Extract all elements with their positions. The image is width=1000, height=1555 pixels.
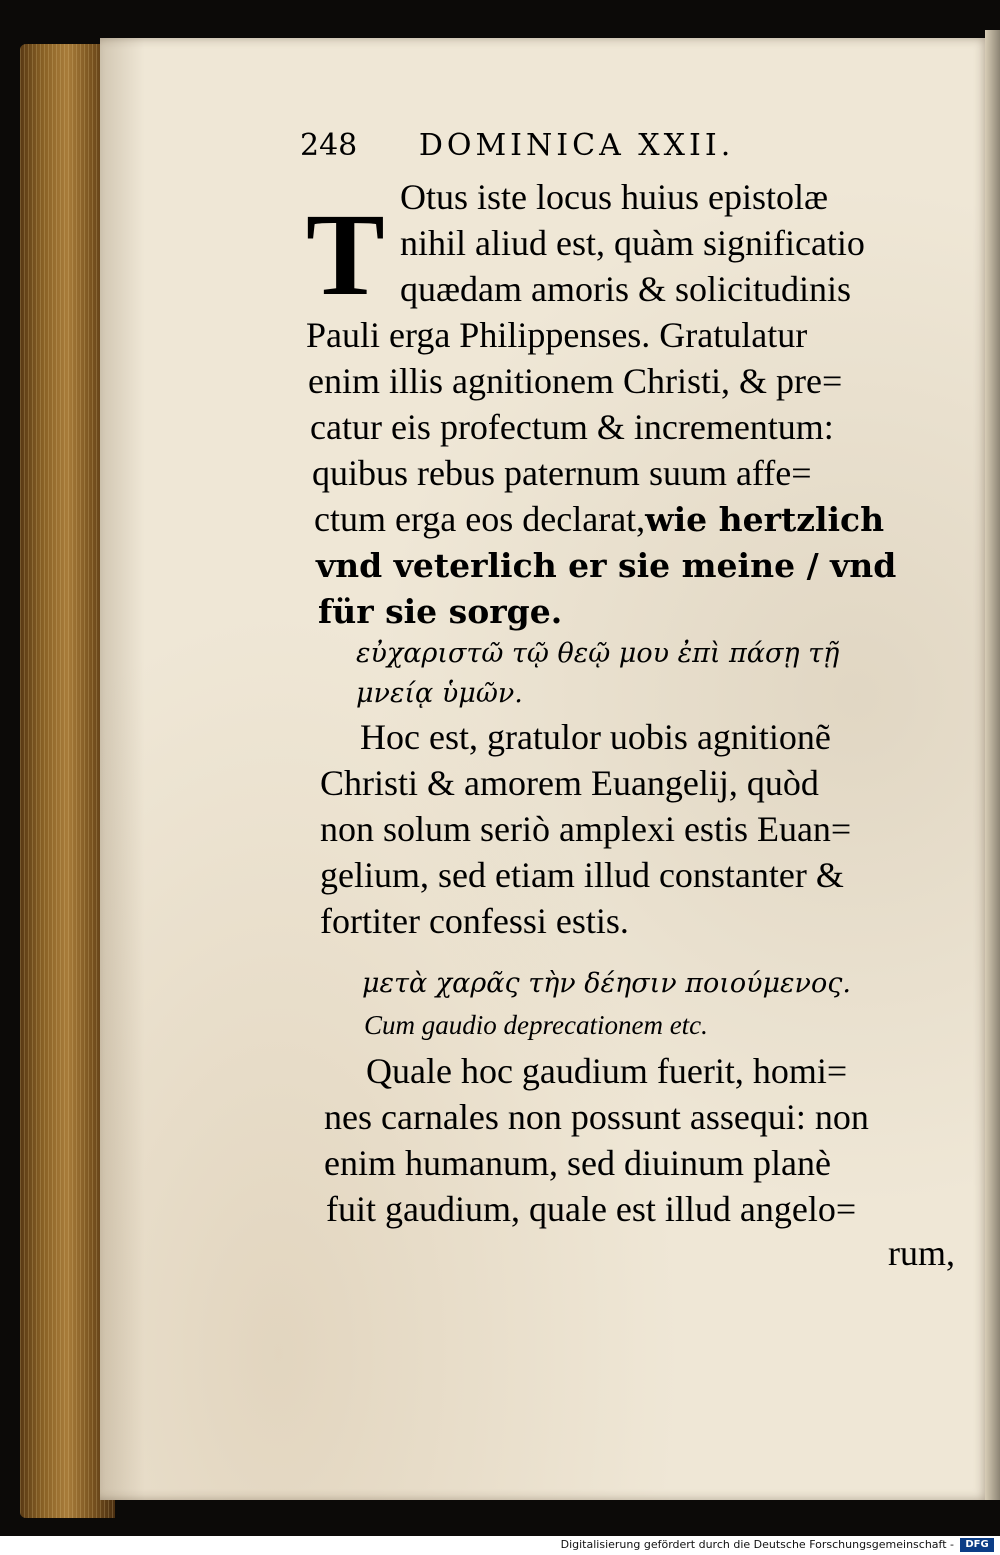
text-line: gelium, sed etiam illud constanter & — [320, 855, 844, 895]
text-line: nihil aliud est, quàm significatio — [400, 223, 865, 263]
digitization-credit-bar — [0, 1536, 1000, 1555]
greek-quote-line: μνείᾳ ὑμῶν. — [356, 678, 523, 709]
dfg-logo: DFG — [960, 1538, 994, 1552]
running-header — [300, 128, 734, 163]
text-line: quibus rebus paternum suum affe= — [312, 453, 812, 493]
gothic-segment: wie hertzlich — [645, 500, 885, 539]
catchword: rum, — [888, 1233, 955, 1273]
running-title: DOMINICA XXII. — [418, 128, 735, 163]
text-line: Hoc est, gratulor uobis agnitionẽ — [360, 717, 831, 757]
gothic-line: vnd veterlich er sie meine / vnd — [316, 546, 897, 585]
text-line: enim humanum, sed diuinum planè — [324, 1143, 831, 1183]
drop-cap-initial: T — [306, 189, 385, 320]
credit-text: Digitalisierung gefördert durch die Deutsche Forschungsgemeinschaft - — [560, 1538, 954, 1551]
text-line: Quale hoc gaudium fuerit, homi= — [366, 1051, 848, 1091]
text-line: catur eis profectum & incrementum: — [310, 407, 834, 447]
page-right-edge — [985, 30, 1000, 1500]
text-line: enim illis agnitionem Christi, & pre= — [308, 361, 843, 401]
text-line: non solum seriò amplexi estis Euan= — [320, 809, 852, 849]
page-number: 248 — [300, 128, 358, 163]
text-line — [314, 498, 884, 540]
gothic-line: für sie sorge. — [318, 592, 563, 631]
text-line: Christi & amorem Euangelij, quòd — [320, 763, 819, 803]
text-line: quædam amoris & solicitudinis — [400, 269, 851, 309]
text-line: Pauli erga Philippenses. Gratulatur — [306, 315, 808, 355]
text-line: fortiter confessi estis. — [320, 901, 629, 941]
text-line: fuit gaudium, quale est illud angelo= — [326, 1189, 857, 1229]
text-line: nes carnales non possunt assequi: non — [324, 1097, 869, 1137]
italic-translation: Cum gaudio deprecationem etc. — [364, 1010, 708, 1040]
text-line: Otus iste locus huius epistolæ — [400, 177, 829, 217]
text-segment: ctum erga eos declarat, — [314, 499, 646, 539]
greek-quote-line: εὐχαριστῶ τῷ θεῷ μου ἐπὶ πάσῃ τῇ — [356, 638, 840, 669]
greek-quote-line: μετὰ χαρᾶς τὴν δέησιν ποιούμενος. — [362, 968, 851, 999]
